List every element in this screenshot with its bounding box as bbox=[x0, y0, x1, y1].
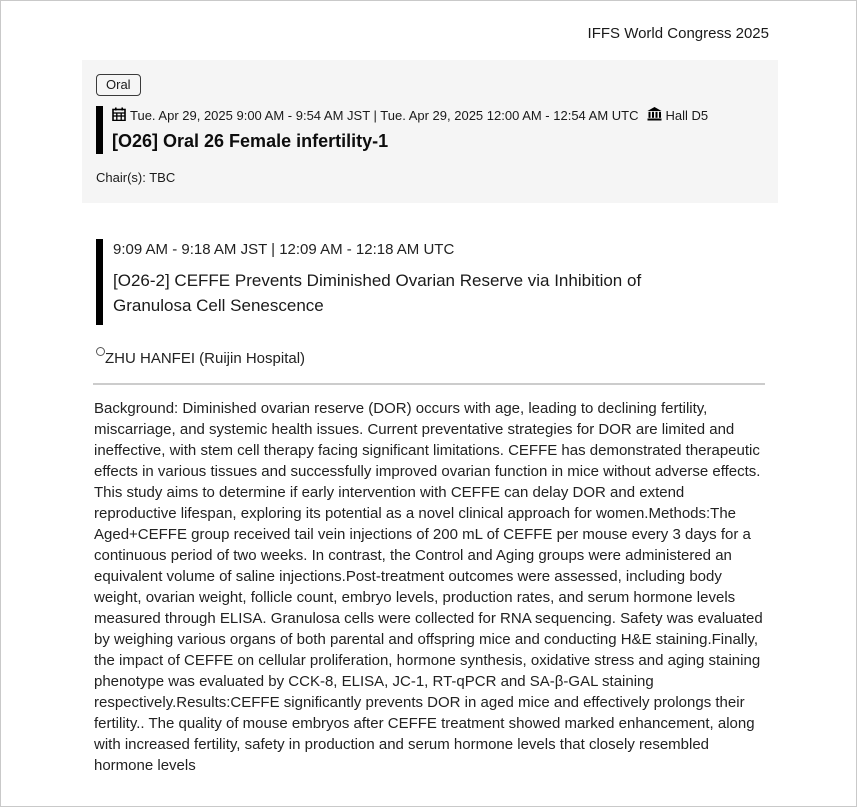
calendar-icon bbox=[112, 107, 126, 124]
building-icon bbox=[647, 107, 662, 124]
session-type-badge: Oral bbox=[96, 74, 141, 96]
header-bar bbox=[1, 1, 856, 43]
session-header-block bbox=[96, 106, 764, 154]
presentation-title: [O26-2] CEFFE Prevents Diminished Ovarian Reserve via Inhibition of Granulosa Cell Senescence bbox=[113, 271, 642, 315]
divider bbox=[93, 383, 765, 385]
session-card bbox=[82, 60, 778, 203]
presentation-header-block bbox=[96, 239, 766, 325]
session-chairs: Chair(s): TBC bbox=[96, 170, 176, 185]
congress-title: IFFS World Congress 2025 bbox=[587, 25, 769, 42]
presentation-section bbox=[96, 239, 766, 776]
session-datetime: Tue. Apr 29, 2025 9:00 AM - 9:54 AM JST | Tue. Apr 29, 2025 12:00 AM - 12:54 AM UTC bbox=[130, 108, 639, 123]
abstract-text: Background: Diminished ovarian reserve (DOR) occurs with age, leading to declining fertility, miscarriage, and systemic health issues. Current preventative strategies for DOR are limited and ineffective, with stem cell therapy facing significant limitations. CEFFE has demonstrated therapeutic effects in various tissues and successfully improved ovarian function in mice without adverse effects. This study aims to determine if early intervention with CEFFE can delay DOR and extend reproductive lifespan, exploring its potential as a novel clinical approach for women.Methods:The Aged+CEFFE group received tail vein injections of 200 mL of CEFFE per mouse every 3 days for a continuous period of two weeks. In contrast, the Control and Aging groups were administered an equivalent volume of saline injections.Post-treatment outcomes were assessed, including body weight, ovarian weight, follicle count, embryo levels, production rates, and serum hormone levels measured through ELISA. Granulosa cells were collected for RNA sequencing. Safety was evaluated by weighing various organs of both parental and offspring mice and conducting H&E staining.Finally, the impact of CEFFE on cellular proliferation, hormone synthesis, oxidative stress and aging staining phenotype was evaluated by CCK-8, ELISA, JC-1, RT-qPCR and SA-β-GAL staining respectively.Results:CEFFE significantly prevents DOR in aged mice and effectively prolongs their fertility.. The quality of mouse embryos after CEFFE treatment showed marked enhancement, along with increased fertility, safety in production and serum hormone levels that closely resembled hormone levels bbox=[94, 400, 763, 774]
session-title: [O26] Oral 26 Female infertility-1 bbox=[112, 131, 389, 151]
speaker-row bbox=[96, 347, 766, 367]
session-timeline bbox=[112, 107, 764, 124]
speaker-name: ZHU HANFEI (Ruijin Hospital) bbox=[105, 350, 306, 367]
presentation-time: 9:09 AM - 9:18 AM JST | 12:09 AM - 12:18 AM UTC bbox=[113, 241, 455, 258]
presenter-circle-icon bbox=[96, 347, 105, 356]
session-venue: Hall D5 bbox=[665, 108, 709, 123]
